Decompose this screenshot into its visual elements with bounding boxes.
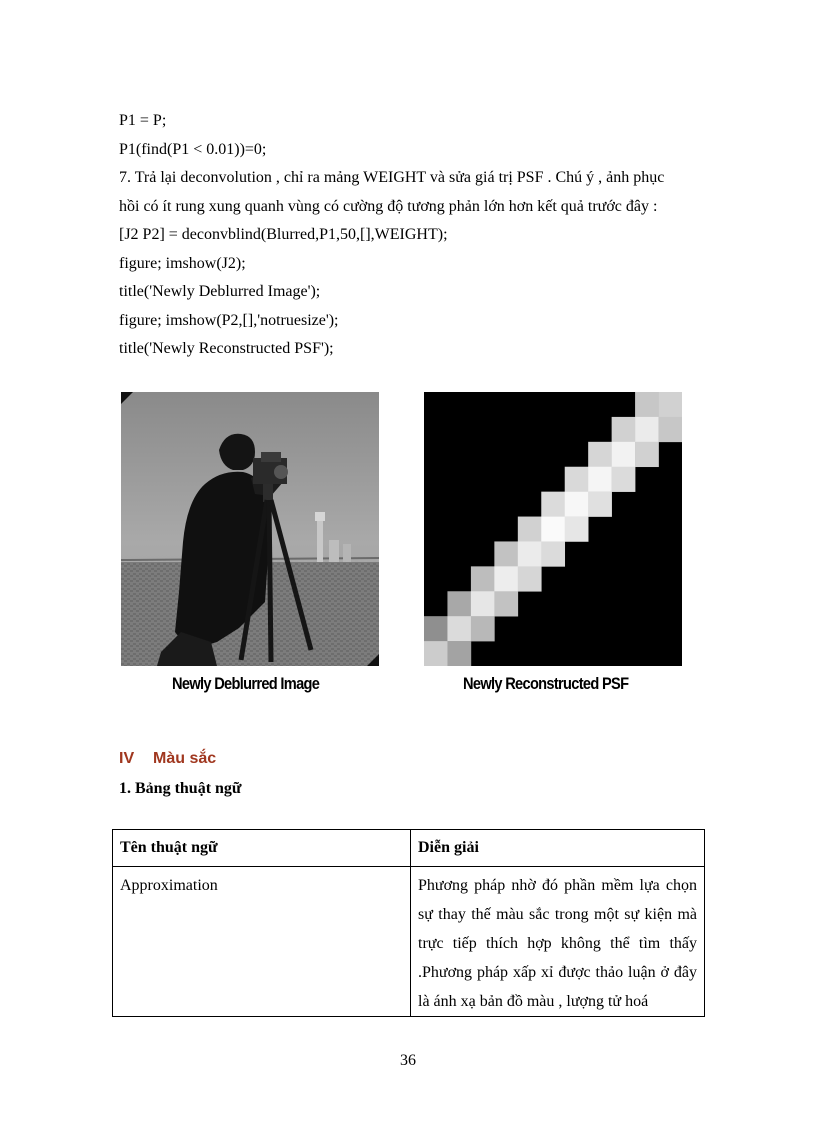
- reconstructed-psf: [424, 392, 682, 666]
- psf-cell: [612, 417, 636, 442]
- code-line: [J2 P2] = deconvblind(Blurred,P1,50,[],WEIGHT);: [119, 226, 448, 243]
- psf-cell: [424, 641, 448, 666]
- psf-cell: [424, 616, 448, 641]
- psf-cell: [635, 392, 659, 417]
- psf-cell: [447, 616, 471, 641]
- code-line: P1 = P;: [119, 112, 167, 129]
- psf-cell: [588, 492, 612, 517]
- psf-cell: [518, 566, 542, 591]
- psf-cell: [447, 641, 471, 666]
- figure-caption-right: Newly Reconstructed PSF: [463, 674, 629, 693]
- section-number: IV: [119, 750, 135, 767]
- psf-cell: [494, 541, 518, 566]
- psf-cell: [494, 591, 518, 616]
- psf-cell: [565, 492, 589, 517]
- psf-cell: [541, 517, 565, 542]
- psf-cell: [541, 541, 565, 566]
- psf-cell: [518, 541, 542, 566]
- psf-cell: [447, 591, 471, 616]
- psf-cell: [635, 442, 659, 467]
- paragraph-line: 7. Trả lại deconvolution , chỉ ra mảng WEIGHT và sửa giá trị PSF . Chú ý , ảnh phục: [119, 169, 665, 186]
- table-header-description: Diễn giải: [411, 830, 705, 867]
- deblurred-photo: [121, 392, 379, 666]
- table-cell-description: Phương pháp nhờ đó phần mềm lựa chọn sự thay thế màu sắc trong một sự kiện mà trực tiếp thích hợp không thể tìm thấy .Phương pháp xấp xỉ được thảo luận ở đây là ánh xạ bản đồ màu , lượng tử hoá: [411, 867, 705, 1017]
- figure-caption-left: Newly Deblurred Image: [172, 674, 320, 693]
- subsection-heading: 1. Bảng thuật ngữ: [119, 780, 242, 797]
- paragraph-line: hồi có ít rung xung quanh vùng có cường độ tương phản lớn hơn kết quả trước đây :: [119, 197, 658, 215]
- psf-cell: [471, 616, 495, 641]
- code-line: P1(find(P1 < 0.01))=0;: [119, 140, 267, 158]
- psf-cell: [565, 467, 589, 492]
- table-header-row: [113, 830, 705, 867]
- figure-row: [0, 386, 816, 706]
- table-row: [113, 867, 705, 1017]
- code-line: figure; imshow(J2);: [119, 254, 246, 272]
- psf-cell: [588, 442, 612, 467]
- code-line: title('Newly Deblurred Image');: [119, 283, 321, 300]
- psf-cell: [659, 392, 682, 417]
- psf-cell: [471, 591, 495, 616]
- table-header-term: Tên thuật ngữ: [113, 830, 411, 867]
- psf-cell: [612, 467, 636, 492]
- table-cell-term: Approximation: [113, 867, 411, 1017]
- psf-cell: [588, 467, 612, 492]
- psf-cell: [635, 417, 659, 442]
- psf-cell: [541, 492, 565, 517]
- psf-cell: [518, 517, 542, 542]
- page-number: 36: [400, 1052, 416, 1069]
- glossary-table: [112, 829, 705, 1017]
- psf-cell: [494, 566, 518, 591]
- psf-cell: [471, 566, 495, 591]
- body-text: [119, 107, 709, 364]
- psf-cell: [612, 442, 636, 467]
- code-line: title('Newly Reconstructed PSF');: [119, 340, 334, 357]
- psf-cell: [565, 517, 589, 542]
- code-line: figure; imshow(P2,[],'notruesize');: [119, 311, 339, 329]
- psf-cell: [659, 417, 682, 442]
- section-heading: [119, 750, 216, 768]
- section-title: Màu sắc: [153, 750, 217, 767]
